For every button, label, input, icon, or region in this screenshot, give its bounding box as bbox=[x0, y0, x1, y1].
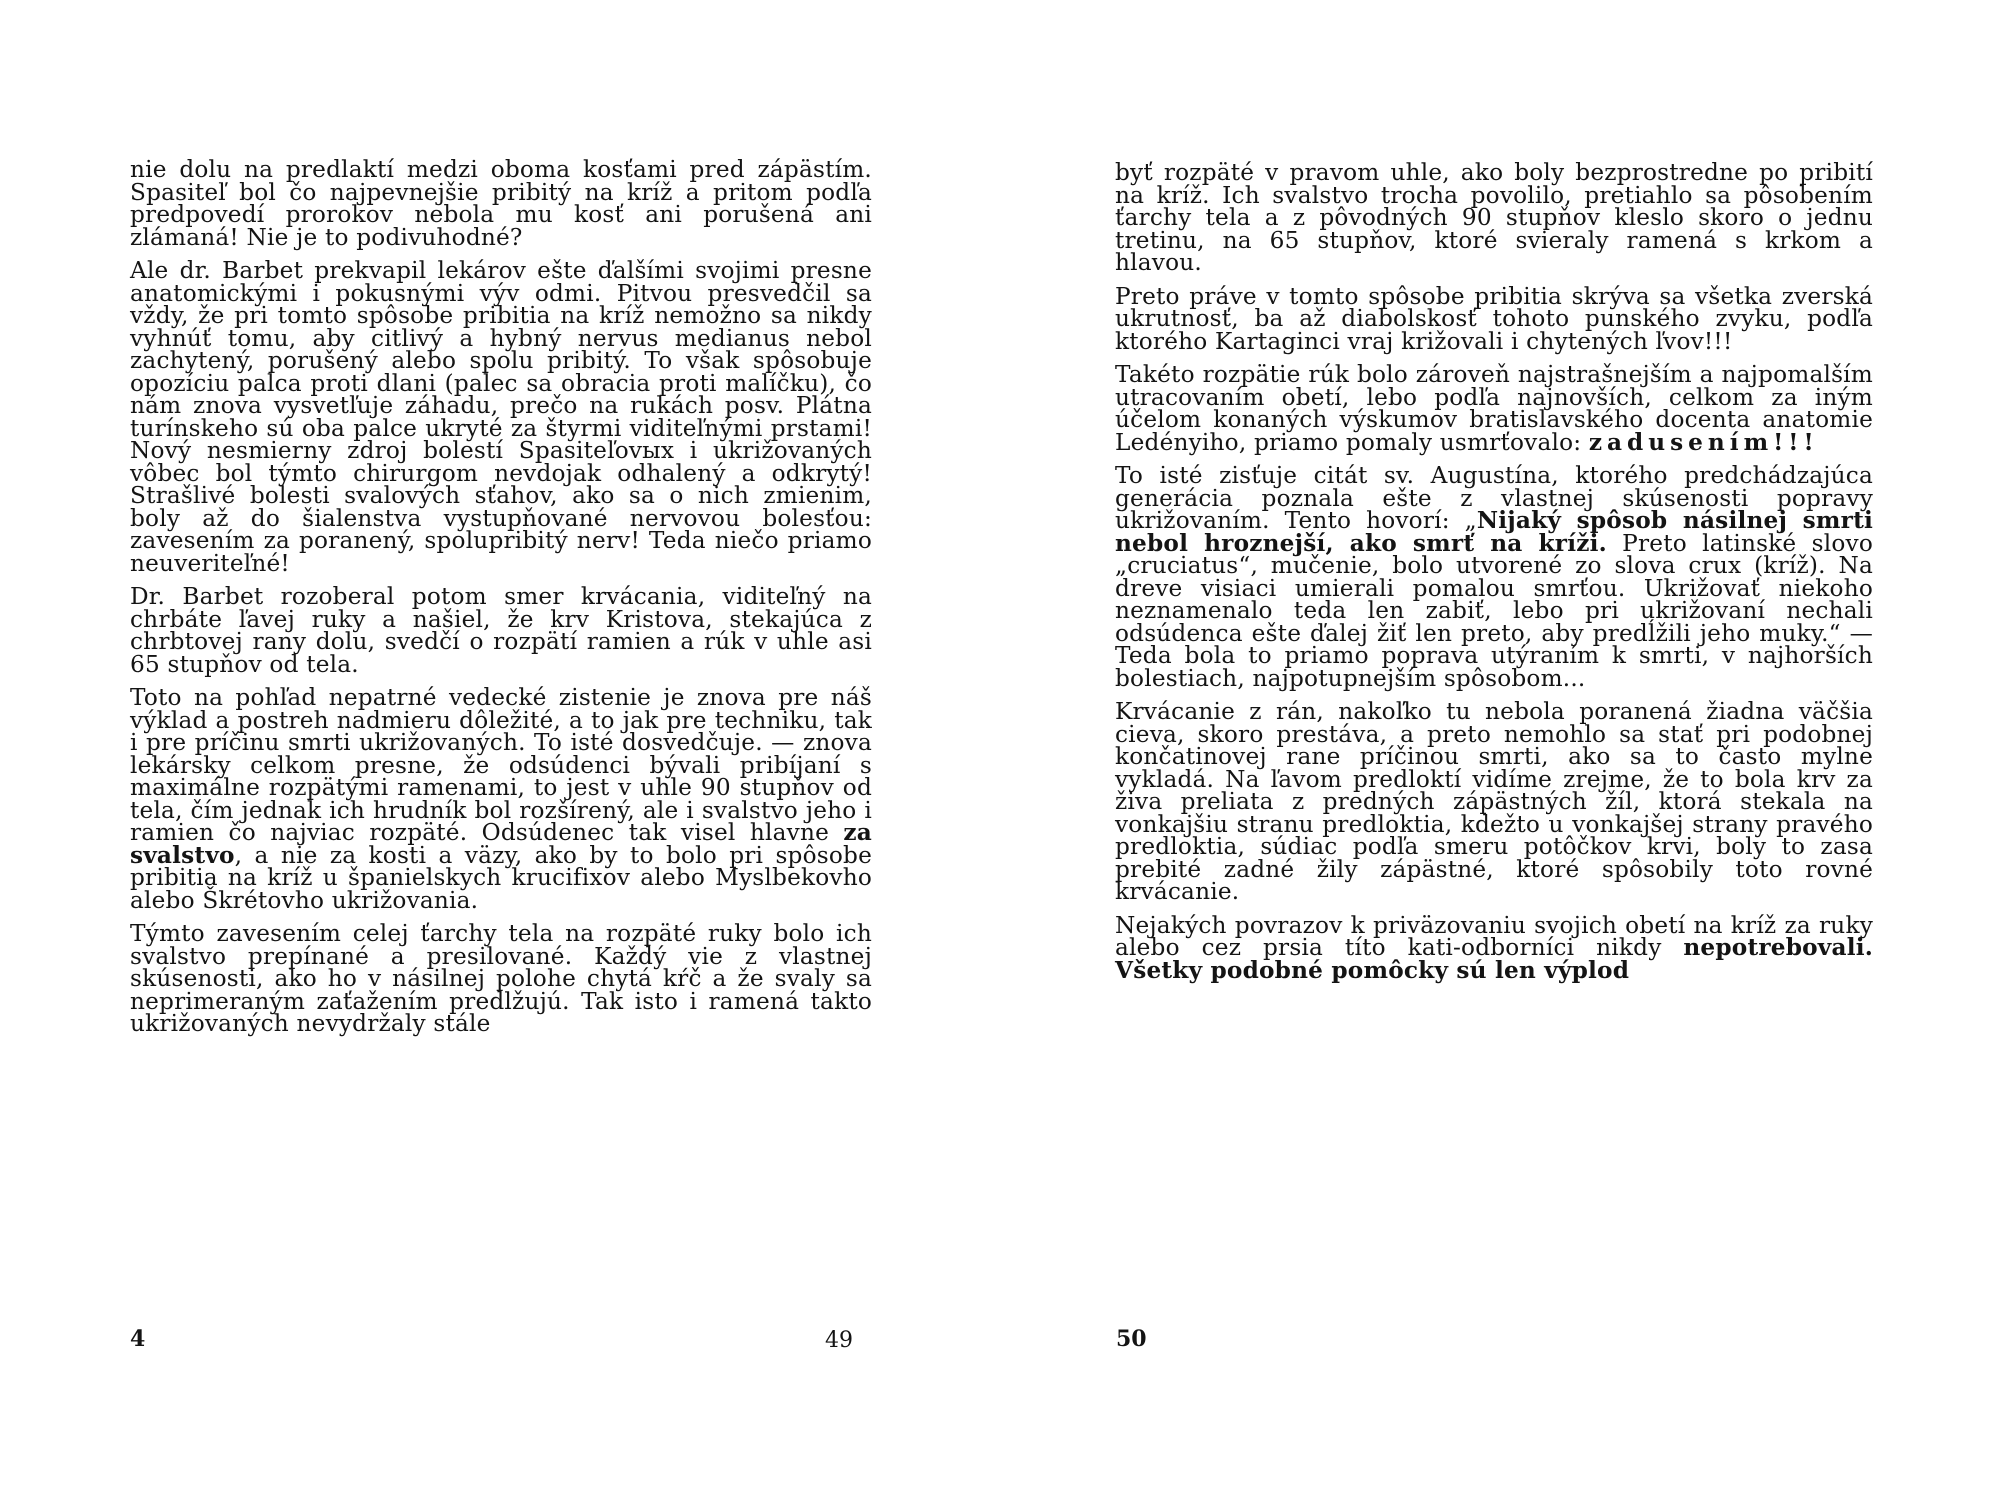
bold-text: Nijaký spôsob násilnej smrti nebol hroznejší, ako smrť na kríži. bbox=[1115, 507, 1873, 557]
paragraph-text: Takéto rozpätie rúk bolo zároveň najstrašnejším a najpomalším utracovaním obetí, lebo podľa najnovších, celkom za iným účelom konaných výskumov bratislavského docenta anatomie Ledényiho, priamo pomaly usmrťovalo: bbox=[1115, 361, 1873, 456]
paragraph-text: To isté zisťuje citát sv. Augustína, ktorého predchádzajúca generácia poznala ešte z vlastnej skúsenosti popravy ukrižovaním. Tento hovorí: „ bbox=[1115, 462, 1873, 534]
bold-text: zadusením!!! bbox=[1588, 428, 1819, 456]
page-number-left: 49 bbox=[825, 1328, 853, 1353]
paragraph bbox=[1115, 462, 1873, 692]
paragraph bbox=[130, 920, 872, 1037]
paragraph-text: nie dolu na predlaktí medzi oboma kosťami pred zápästím. Spasiteľ bol čo najpevnejšie pribitý na kríž a pritom podľa predpovedí prorokov nebola mu kosť ani porušená ani zlámaná! Nie je to podivuhodné? bbox=[130, 156, 872, 251]
paragraph-text: Preto latinské slovo „cruciatus“, mučenie, bolo utvorené zo slova crux (kríž). Na dreve visiaci umierali pomalou smrťou. Ukrižovať niekoho neznamenalo teda len zabiť, lebo pri ukrižovaní nechali odsúdenca ešte ďalej žiť len preto, aby predĺžili jeho muky.“ — Teda bola to priamo poprava utýraním k smrti, v najhorších bolestiach, najpotupnejším spôsobom... bbox=[1115, 529, 1873, 692]
paragraph-text: , a nie za kosti a väzy, ako by to bolo pri spôsobe pribitia na kríž u španielskych krucifixov alebo Myslbekovho alebo Škrétovho ukrižovania. bbox=[130, 841, 872, 914]
paragraph-text: Toto na pohľad nepatrné vedecké zistenie je znova pre náš výklad a postreh nadmieru dôležité, a to jak pre techniku, tak i pre príčinu smrti ukrižovaných. To isté dosvedčuje. — znova lekársky celkom presne, že odsúdenci bývali pribíjaní s maximálne rozpätými ramenami, to jest v uhle 90 stupňov od tela, čím jednak ich hrudník bol rozšírený, ale i svalstvo jeho i ramien čo najviac rozpäté. Odsúdenec tak visel hlavne bbox=[130, 684, 872, 846]
paragraph-text: byť rozpäté v pravom uhle, ako boly bezprostredne po pribití na kríž. Ich svalstvo trocha povolilo, pretiahlo sa pôsobením ťarchy tela a z pôvodných 90 stupňov kleslo skoro o jednu tretinu, na 65 stupňov, ktoré svieraly ramená s krkom a hlavou. bbox=[1115, 159, 1873, 276]
paragraph-text: Preto práve v tomto spôsobe pribitia skrýva sa všetka zverská ukrutnosť, ba až diabolskosť tohoto punského zvyku, podľa ktorého Kartaginci vraj križovali i chytených ľvov!!! bbox=[1115, 282, 1873, 355]
paragraph-text: Týmto zavesením celej ťarchy tela na rozpäté ruky bolo ich svalstvo prepínané a presilované. Každý vie z vlastnej skúsenosti, ako ho v násilnej polohe chytá kŕč a že svaly sa neprimeraným zaťažením predlžujú. Tak isto i ramená takto ukrižovaných nevydržaly stále bbox=[130, 920, 872, 1037]
page-number-right: 50 bbox=[1116, 1326, 1147, 1352]
paragraph bbox=[1115, 361, 1873, 456]
paragraph bbox=[1115, 159, 1873, 276]
paragraph-text: Ale dr. Barbet prekvapil lekárov ešte ďalšími svojimi presne anatomickými i pokusnými výv odmi. Pitvou presvedčil sa vždy, že pri tomto spôsobe pribitia na kríž nemožno sa nikdy vyhnúť tomu, aby citlivý a hybný nervus medianus nebol zachytený, porušený alebo spolu pribitý. To však spôsobuje opozíciu palca proti dlani (palec sa obracia proti malíčku), čo nám znova vysvetľuje záhadu, prečo na rukách posv. Plátna turínskeho sú oba palce ukryté za štyrmi viditeľnými prstami! Nový nesmierny zdroj bolestí Spasiteľovых i ukrižovaných vôbec bol týmto chirurgom nevdojak odhalený a odkrytý! Strašlivé bolesti svalových sťahov, ako sa o nich zmienim, boly až do šialenstva vystupňované nervovou bolesťou: zavesením za poranený, spolupribitý nerv! Teda niečo priamo neuveriteľné! bbox=[130, 257, 872, 577]
paragraph-text: Nejakých povrazov k priväzovaniu svojich obetí na kríž za ruky alebo cez prsia títo kati-odborníci nikdy bbox=[1115, 911, 1873, 961]
signature-mark: 4 bbox=[130, 1326, 146, 1352]
paragraph-text: Dr. Barbet rozoberal potom smer krvácania, viditeľný na chrbáte ľavej ruky a našiel, že krv Kristova, stekajúca z chrbtovej rany dolu, svedčí o rozpätí ramien a rúk v uhle asi 65 stupňov od tela. bbox=[130, 583, 872, 678]
paragraph bbox=[1115, 282, 1873, 355]
paragraph bbox=[130, 583, 872, 678]
right-page-text bbox=[1115, 159, 1873, 993]
paragraph-text: Krvácanie z rán, nakoľko tu nebola poranená žiadna väčšia cieva, skoro prestáva, a preto nemohlo sa stať pri podobnej končatinovej rane príčinou smrti, ako sa to často mylne vykladá. Na ľavom predloktí vidíme zrejme, že to bola krv za živa preliata z predných zápästných žíl, ktorá stekala na vonkajšiu stranu predloktia, kdežto u vonkajšej strany pravého predloktia, súdiac podľa smeru potôčkov krvi, boly to zasa prebité zadné žily zápästné, ktoré spôsobily toto rovné krvácanie. bbox=[1115, 698, 1873, 905]
paragraph bbox=[1115, 911, 1873, 984]
bold-text: za svalstvo bbox=[130, 819, 872, 869]
left-page-text bbox=[130, 156, 872, 1047]
right-page bbox=[998, 0, 1996, 1500]
paragraph bbox=[130, 684, 872, 914]
bold-text: nepotrebovali. Všetky podobné pomôcky sú len výplod bbox=[1115, 934, 1873, 984]
paragraph bbox=[130, 156, 872, 251]
paragraph bbox=[1115, 698, 1873, 905]
paragraph bbox=[130, 257, 872, 577]
